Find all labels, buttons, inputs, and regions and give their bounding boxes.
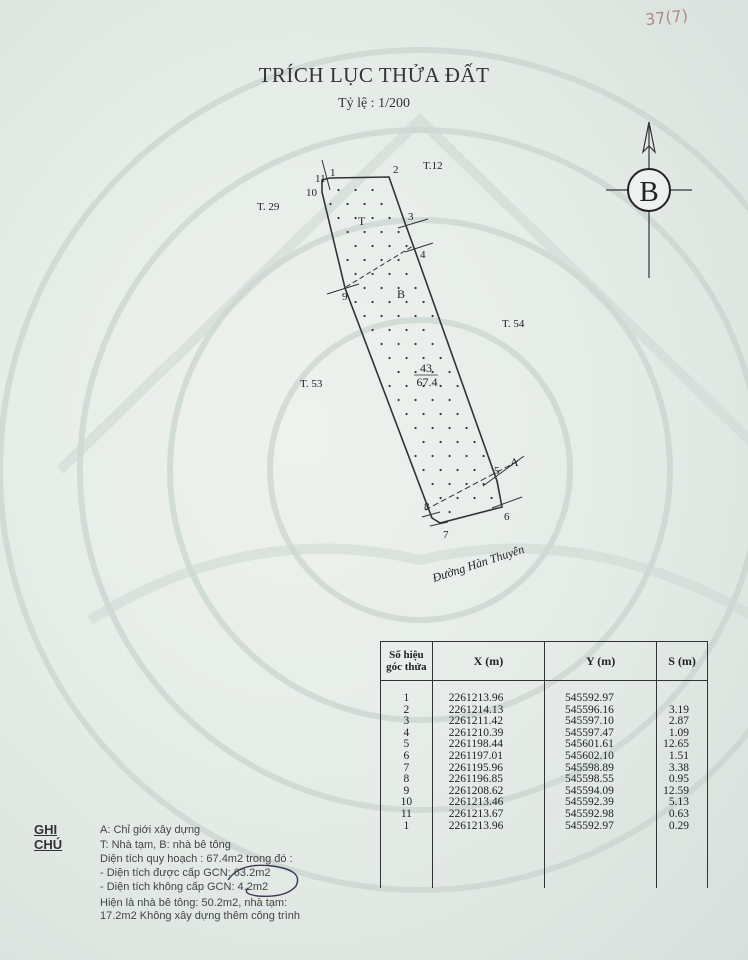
zone-divider — [346, 246, 413, 287]
table-cell: 3.19 — [657, 705, 708, 717]
table-cell: 0.29 — [657, 821, 708, 833]
table-cell: 545602.10 — [545, 751, 657, 763]
table-cell: 2261214.13 — [432, 705, 544, 717]
table-cell — [657, 693, 708, 705]
table-cell: 545601.61 — [545, 739, 657, 751]
vertex-label: 3 — [408, 211, 414, 223]
vertex-label: 6 — [504, 511, 510, 523]
table-cell: 1.51 — [657, 751, 708, 763]
boundary-label: A — [510, 455, 519, 469]
table-row — [381, 751, 708, 763]
note-line: A: Chỉ giới xây dựng — [100, 824, 201, 836]
table-cell: 2261213.67 — [432, 809, 544, 821]
vertex-label: 2 — [393, 164, 399, 176]
note-line: Diện tích quy hoạch : 67.4m2 trong đó : — [100, 853, 293, 865]
table-cell: 545594.09 — [545, 786, 657, 798]
table-row — [381, 809, 708, 821]
note-line: Hiện là nhà bê tông: 50.2m2, nhà tạm: — [100, 897, 288, 909]
vertex-label: 10 — [306, 187, 317, 199]
table-cell: 545592.39 — [545, 797, 657, 809]
zone-label-concrete: B — [397, 287, 406, 301]
table-cell: 2261213.46 — [432, 797, 544, 809]
vertex-label: 4 — [420, 249, 426, 261]
table-header: Số hiệu góc thửa — [381, 642, 433, 681]
table-cell: 12.65 — [657, 739, 708, 751]
note-line: T: Nhà tạm, B: nhà bê tông — [100, 839, 231, 851]
table-cell: 2261196.85 — [432, 774, 544, 786]
table-cell: 2.87 — [657, 716, 708, 728]
neighbor-label: T. 29 — [257, 201, 280, 213]
table-row — [381, 763, 708, 775]
table-cell: 2 — [381, 705, 433, 717]
vertex-label: 8 — [424, 501, 430, 513]
table-row — [381, 786, 708, 798]
table-cell: 5 — [381, 739, 433, 751]
table-cell: 545596.16 — [545, 705, 657, 717]
table-cell: 1 — [381, 821, 433, 833]
table-header: X (m) — [432, 642, 544, 681]
table-cell: 1.09 — [657, 728, 708, 740]
table-cell: 545598.55 — [545, 774, 657, 786]
vertex-label: 9 — [342, 291, 348, 303]
table-row — [381, 774, 708, 786]
table-cell: 545592.98 — [545, 809, 657, 821]
table-cell: 545592.97 — [545, 693, 657, 705]
coordinate-table — [380, 641, 708, 888]
table-row — [381, 728, 708, 740]
table-cell: 2261211.42 — [432, 716, 544, 728]
vertex-label: 1 — [330, 167, 336, 179]
zone-label-temporary: T — [358, 214, 366, 228]
table-cell: 7 — [381, 763, 433, 775]
vertex-label: 7 — [443, 529, 449, 541]
table-cell: 2261210.39 — [432, 728, 544, 740]
table-cell: 545592.97 — [545, 821, 657, 833]
table-cell: 1 — [381, 693, 433, 705]
neighbor-label: T.12 — [423, 160, 443, 172]
handwritten-circle-mark — [220, 858, 310, 902]
table-cell: 6 — [381, 751, 433, 763]
neighbor-label: T. 53 — [300, 378, 323, 390]
table-cell: 5.13 — [657, 797, 708, 809]
table-cell: 545597.47 — [545, 728, 657, 740]
table-header: S (m) — [657, 642, 708, 681]
table-cell: 0.95 — [657, 774, 708, 786]
table-cell: 3.38 — [657, 763, 708, 775]
vertex-label: 5 — [494, 465, 500, 477]
note-line: - Diện tích được cấp GCN: 63.2m2 — [100, 867, 271, 879]
table-cell: 2261213.96 — [432, 821, 544, 833]
table-cell: 8 — [381, 774, 433, 786]
table-cell: 3 — [381, 716, 433, 728]
table-row — [381, 797, 708, 809]
table-cell: 11 — [381, 809, 433, 821]
table-cell: 545597.10 — [545, 716, 657, 728]
table-cell: 10 — [381, 797, 433, 809]
table-cell: 545598.89 — [545, 763, 657, 775]
table-row — [381, 693, 708, 705]
table-cell: 2261198.44 — [432, 739, 544, 751]
neighbor-label: T. 54 — [502, 318, 525, 330]
corner-handwritten-note: 37(7) — [644, 5, 689, 30]
parcel-number: 43 — [420, 361, 432, 375]
table-cell: 2261197.01 — [432, 751, 544, 763]
table-cell: 0.63 — [657, 809, 708, 821]
table-row — [381, 739, 708, 751]
table-row — [381, 716, 708, 728]
notes-label: GHI CHÚ — [34, 822, 63, 852]
table-cell: 12.59 — [657, 786, 708, 798]
table-header: Y (m) — [545, 642, 657, 681]
page-title: TRÍCH LỤC THỬA ĐẤT — [258, 63, 490, 87]
table-cell: 4 — [381, 728, 433, 740]
parcel-boundary — [322, 177, 502, 523]
scale-label: Tỷ lệ : 1/200 — [338, 96, 410, 111]
table-cell: 9 — [381, 786, 433, 798]
table-row — [381, 705, 708, 717]
table-cell: 2261195.96 — [432, 763, 544, 775]
compass-label: B — [639, 176, 659, 208]
parcel-area: 67.4 — [416, 375, 438, 389]
note-line: 17.2m2 Không xây dựng thêm công trình — [100, 910, 300, 922]
street-label: Đường Hàn Thuyên — [430, 541, 526, 585]
note-line: - Diện tích không cấp GCN: 4.2m2 — [100, 881, 269, 893]
table-cell: 2261213.96 — [432, 693, 544, 705]
vertex-label: 11 — [315, 173, 326, 185]
table-row — [381, 821, 708, 833]
table-cell: 2261208.62 — [432, 786, 544, 798]
